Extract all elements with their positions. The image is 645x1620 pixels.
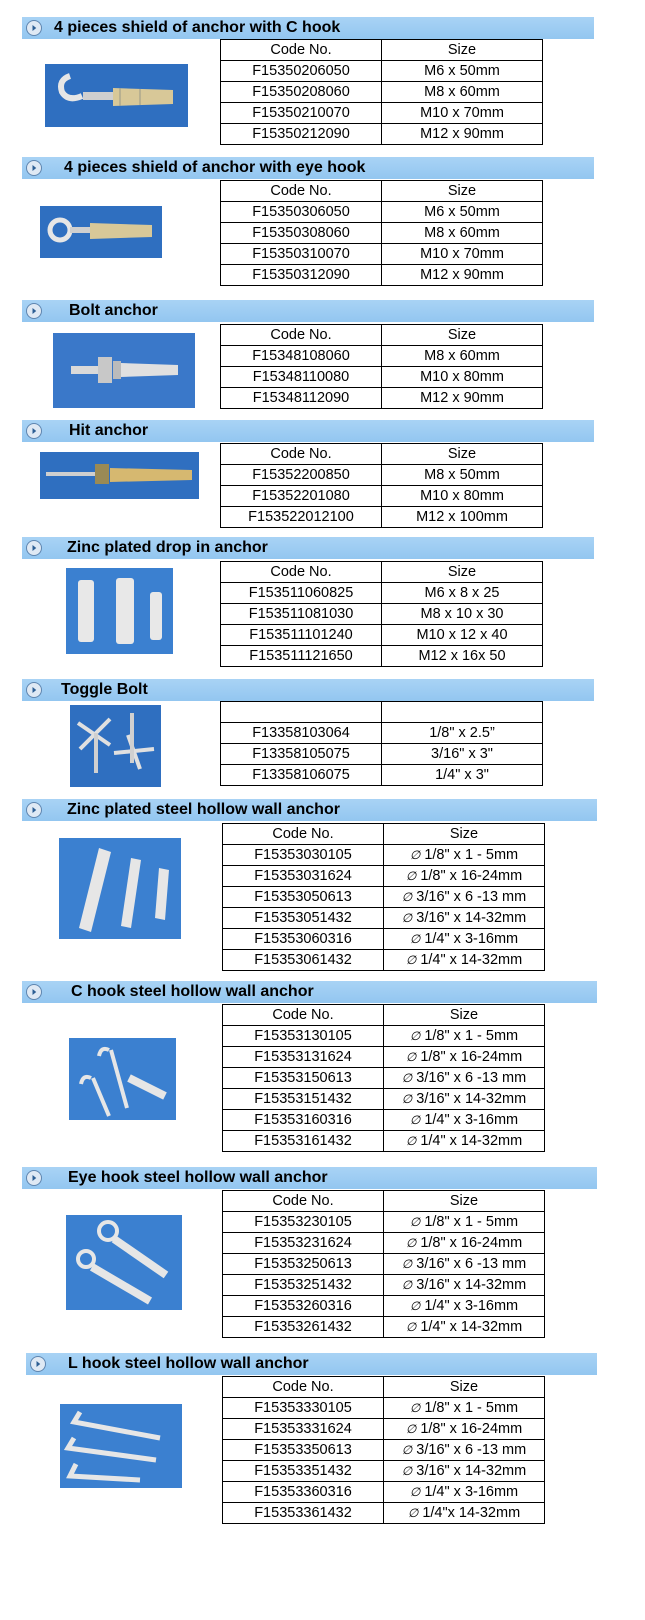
code-cell: F15353131624 (223, 1047, 384, 1068)
size-cell: M8 x 60mm (382, 223, 543, 244)
table-row (223, 1317, 545, 1338)
diameter-icon: ∅ (405, 1050, 417, 1064)
table-row (223, 1110, 545, 1131)
diameter-icon: ∅ (401, 890, 413, 904)
code-cell: F13358105075 (221, 744, 382, 765)
section-title: Bolt anchor (69, 302, 158, 319)
size-cell (384, 1398, 545, 1419)
size-cell: M8 x 10 x 30 (382, 604, 543, 625)
diameter-icon: ∅ (405, 1134, 417, 1148)
table-header-row (221, 181, 543, 202)
product-image (53, 333, 195, 408)
code-cell: F15350308060 (221, 223, 382, 244)
spec-table (220, 701, 543, 786)
table-row (223, 1233, 545, 1254)
diameter-icon: ∅ (405, 1320, 417, 1334)
size-value: 3/16" x 6 -13 mm (416, 1442, 527, 1458)
product-image (66, 568, 173, 654)
section-title: Zinc plated steel hollow wall anchor (67, 801, 340, 818)
code-cell: F15353150613 (223, 1068, 384, 1089)
product-image (70, 705, 161, 787)
table-row (223, 1089, 545, 1110)
code-cell: F15350212090 (221, 124, 382, 145)
code-cell: F15350208060 (221, 82, 382, 103)
code-cell: F15353231624 (223, 1233, 384, 1254)
section-header (22, 1167, 597, 1189)
size-cell (384, 1047, 545, 1068)
size-cell (384, 1212, 545, 1233)
diameter-icon: ∅ (401, 1443, 413, 1457)
table-row (223, 866, 545, 887)
size-header: Size (384, 1377, 545, 1398)
code-header: Code No. (223, 1005, 384, 1026)
spec-table (220, 561, 543, 667)
section-header (22, 17, 594, 39)
table-row (223, 845, 545, 866)
size-value: 1/4" x 14-32mm (420, 1133, 523, 1149)
table-row (223, 1047, 545, 1068)
code-cell: F15353051432 (223, 908, 384, 929)
size-header (382, 702, 543, 723)
table-row (223, 1440, 545, 1461)
product-image (66, 1215, 182, 1310)
code-cell: F15352201080 (221, 486, 382, 507)
code-cell: F15353031624 (223, 866, 384, 887)
size-cell (384, 1296, 545, 1317)
section-header (22, 799, 597, 821)
code-cell: F15350306050 (221, 202, 382, 223)
size-cell: 3/16" x 3" (382, 744, 543, 765)
diameter-icon: ∅ (409, 1029, 421, 1043)
code-cell: F153511081030 (221, 604, 382, 625)
table-row (221, 202, 543, 223)
section-title: Hit anchor (69, 422, 149, 439)
table-row (223, 1398, 545, 1419)
size-value: 1/8" x 16-24mm (420, 868, 523, 884)
size-cell (384, 1254, 545, 1275)
code-header: Code No. (221, 181, 382, 202)
arrow-bullet-icon (26, 682, 42, 698)
code-cell: F15353030105 (223, 845, 384, 866)
section-title: C hook steel hollow wall anchor (71, 983, 314, 1000)
diameter-icon: ∅ (409, 1485, 421, 1499)
size-cell: M10 x 70mm (382, 103, 543, 124)
section-header (22, 420, 594, 442)
size-cell (384, 1068, 545, 1089)
code-cell: F15353251432 (223, 1275, 384, 1296)
size-value: 1/4"x 14-32mm (422, 1505, 521, 1521)
code-cell: F153511060825 (221, 583, 382, 604)
product-image (60, 1404, 182, 1488)
spec-table (222, 1376, 545, 1524)
size-cell: M8 x 50mm (382, 465, 543, 486)
code-header: Code No. (221, 325, 382, 346)
size-value: 3/16" x 14-32mm (416, 1091, 527, 1107)
size-value: 3/16" x 14-32mm (416, 1277, 527, 1293)
size-cell: M6 x 8 x 25 (382, 583, 543, 604)
arrow-bullet-icon (26, 1170, 42, 1186)
size-value: 1/4" x 3-16mm (424, 931, 519, 947)
table-header-row (223, 1005, 545, 1026)
size-cell: 1/4" x 3" (382, 765, 543, 786)
table-row (223, 1254, 545, 1275)
size-cell: M6 x 50mm (382, 61, 543, 82)
code-cell: F15353261432 (223, 1317, 384, 1338)
table-row (221, 346, 543, 367)
product-image (69, 1038, 176, 1120)
code-cell: F15353130105 (223, 1026, 384, 1047)
code-cell: F15350210070 (221, 103, 382, 124)
size-cell: M12 x 90mm (382, 388, 543, 409)
size-cell: 1/8" x 2.5” (382, 723, 543, 744)
size-value: 1/8" x 16-24mm (420, 1421, 523, 1437)
code-cell: F15353250613 (223, 1254, 384, 1275)
size-header: Size (382, 40, 543, 61)
table-row (223, 1212, 545, 1233)
section-title: Toggle Bolt (61, 681, 148, 698)
size-cell (384, 1461, 545, 1482)
size-cell: M10 x 70mm (382, 244, 543, 265)
size-header: Size (384, 824, 545, 845)
code-cell: F15353060316 (223, 929, 384, 950)
code-cell: F15353161432 (223, 1131, 384, 1152)
diameter-icon: ∅ (405, 869, 417, 883)
code-cell: F13358103064 (221, 723, 382, 744)
table-row (221, 583, 543, 604)
diameter-icon: ∅ (405, 1422, 417, 1436)
code-cell: F153511101240 (221, 625, 382, 646)
size-cell (384, 1089, 545, 1110)
code-cell: F15353160316 (223, 1110, 384, 1131)
arrow-bullet-icon (26, 20, 42, 36)
size-cell (384, 866, 545, 887)
size-value: 1/8" x 1 - 5mm (424, 1028, 519, 1044)
size-header: Size (382, 325, 543, 346)
table-row (221, 507, 543, 528)
size-cell (384, 1503, 545, 1524)
table-header-row (221, 40, 543, 61)
diameter-icon: ∅ (401, 1464, 413, 1478)
size-header: Size (384, 1005, 545, 1026)
code-cell: F15353360316 (223, 1482, 384, 1503)
table-header-row (223, 1191, 545, 1212)
code-cell: F15348112090 (221, 388, 382, 409)
table-header-row (221, 562, 543, 583)
code-cell: F15348108060 (221, 346, 382, 367)
table-row (221, 486, 543, 507)
code-cell: F153522012100 (221, 507, 382, 528)
size-cell (384, 1419, 545, 1440)
size-cell (384, 1482, 545, 1503)
size-value: 1/4" x 3-16mm (424, 1298, 519, 1314)
size-cell (384, 1317, 545, 1338)
size-cell: M10 x 80mm (382, 486, 543, 507)
size-cell (384, 950, 545, 971)
code-cell: F15353260316 (223, 1296, 384, 1317)
section-title: L hook steel hollow wall anchor (68, 1355, 309, 1372)
size-cell: M8 x 60mm (382, 346, 543, 367)
table-row (223, 1503, 545, 1524)
size-value: 3/16" x 14-32mm (416, 910, 527, 926)
section-header (22, 157, 594, 179)
table-row (223, 1419, 545, 1440)
table-row (221, 465, 543, 486)
size-cell (384, 1275, 545, 1296)
table-row (221, 367, 543, 388)
diameter-icon: ∅ (409, 932, 421, 946)
section-header (26, 1353, 597, 1375)
table-header-row (221, 444, 543, 465)
table-row (221, 646, 543, 667)
product-image (45, 64, 188, 127)
table-row (223, 1068, 545, 1089)
table-header-row (223, 1377, 545, 1398)
spec-table (220, 324, 543, 409)
table-row (221, 223, 543, 244)
size-header: Size (382, 444, 543, 465)
size-cell: M10 x 12 x 40 (382, 625, 543, 646)
table-row (221, 388, 543, 409)
size-cell (384, 1026, 545, 1047)
table-header-row (223, 824, 545, 845)
diameter-icon: ∅ (401, 1257, 413, 1271)
table-header-row (221, 702, 543, 723)
section-header (22, 537, 594, 559)
section-header (22, 981, 597, 1003)
arrow-bullet-icon (26, 540, 42, 556)
table-row (223, 950, 545, 971)
code-cell: F15353351432 (223, 1461, 384, 1482)
product-image (40, 452, 199, 499)
table-row (223, 908, 545, 929)
arrow-bullet-icon (26, 160, 42, 176)
table-row (223, 1461, 545, 1482)
product-image (59, 838, 181, 939)
diameter-icon: ∅ (409, 1299, 421, 1313)
section-title: Eye hook steel hollow wall anchor (68, 1169, 328, 1186)
table-row (221, 61, 543, 82)
size-cell (384, 929, 545, 950)
code-cell: F15353350613 (223, 1440, 384, 1461)
size-cell (384, 1233, 545, 1254)
spec-table (222, 823, 545, 971)
size-header: Size (382, 181, 543, 202)
table-row (223, 929, 545, 950)
table-row (221, 604, 543, 625)
code-header: Code No. (223, 824, 384, 845)
section-header (22, 300, 594, 322)
size-cell: M8 x 60mm (382, 82, 543, 103)
code-cell: F15350312090 (221, 265, 382, 286)
size-cell: M6 x 50mm (382, 202, 543, 223)
code-cell: F15348110080 (221, 367, 382, 388)
code-header: Code No. (221, 40, 382, 61)
spec-table (220, 39, 543, 145)
size-cell (384, 908, 545, 929)
size-value: 1/4" x 3-16mm (424, 1484, 519, 1500)
table-row (221, 765, 543, 786)
size-cell (384, 887, 545, 908)
size-value: 3/16" x 6 -13 mm (416, 1256, 527, 1272)
size-cell: M12 x 16x 50 (382, 646, 543, 667)
size-cell: M12 x 90mm (382, 265, 543, 286)
size-cell: M10 x 80mm (382, 367, 543, 388)
size-value: 1/4" x 14-32mm (420, 952, 523, 968)
product-image (40, 206, 162, 258)
code-cell: F15353050613 (223, 887, 384, 908)
spec-table (222, 1004, 545, 1152)
diameter-icon: ∅ (405, 953, 417, 967)
table-row (223, 1131, 545, 1152)
diameter-icon: ∅ (409, 1401, 421, 1415)
section-header (22, 679, 594, 701)
size-cell (384, 1110, 545, 1131)
size-cell: M12 x 90mm (382, 124, 543, 145)
code-cell: F15353331624 (223, 1419, 384, 1440)
code-cell: F15352200850 (221, 465, 382, 486)
diameter-icon: ∅ (409, 1113, 421, 1127)
table-header-row (221, 325, 543, 346)
code-cell: F15353061432 (223, 950, 384, 971)
code-cell: F15353330105 (223, 1398, 384, 1419)
arrow-bullet-icon (26, 423, 42, 439)
code-cell: F15353151432 (223, 1089, 384, 1110)
table-row (223, 1296, 545, 1317)
diameter-icon: ∅ (401, 1092, 413, 1106)
diameter-icon: ∅ (409, 1215, 421, 1229)
arrow-bullet-icon (26, 984, 42, 1000)
diameter-icon: ∅ (401, 911, 413, 925)
section-title: Zinc plated drop in anchor (67, 539, 268, 556)
code-header: Code No. (223, 1377, 384, 1398)
size-value: 3/16" x 14-32mm (416, 1463, 527, 1479)
diameter-icon: ∅ (407, 1506, 419, 1520)
size-value: 1/8" x 16-24mm (420, 1049, 523, 1065)
section-title: 4 pieces shield of anchor with eye hook (64, 159, 366, 176)
size-value: 3/16" x 6 -13 mm (416, 1070, 527, 1086)
table-row (221, 625, 543, 646)
code-header: Code No. (223, 1191, 384, 1212)
arrow-bullet-icon (26, 303, 42, 319)
spec-table (220, 443, 543, 528)
table-row (221, 124, 543, 145)
code-header: Code No. (221, 562, 382, 583)
code-header: Code No. (221, 444, 382, 465)
table-row (221, 265, 543, 286)
spec-table (220, 180, 543, 286)
size-value: 3/16" x 6 -13 mm (416, 889, 527, 905)
table-row (221, 744, 543, 765)
table-row (223, 887, 545, 908)
table-row (221, 244, 543, 265)
diameter-icon: ∅ (401, 1278, 413, 1292)
code-cell: F15350206050 (221, 61, 382, 82)
table-row (221, 82, 543, 103)
table-row (223, 1026, 545, 1047)
size-header: Size (382, 562, 543, 583)
size-cell (384, 1131, 545, 1152)
size-value: 1/4" x 14-32mm (420, 1319, 523, 1335)
diameter-icon: ∅ (405, 1236, 417, 1250)
table-row (221, 723, 543, 744)
size-value: 1/4" x 3-16mm (424, 1112, 519, 1128)
code-cell: F15350310070 (221, 244, 382, 265)
code-cell: F15353361432 (223, 1503, 384, 1524)
code-cell: F15353230105 (223, 1212, 384, 1233)
table-row (223, 1275, 545, 1296)
arrow-bullet-icon (26, 802, 42, 818)
arrow-bullet-icon (30, 1356, 46, 1372)
size-cell (384, 1440, 545, 1461)
size-header: Size (384, 1191, 545, 1212)
code-cell: F13358106075 (221, 765, 382, 786)
code-header (221, 702, 382, 723)
section-title: 4 pieces shield of anchor with C hook (54, 19, 341, 36)
table-row (223, 1482, 545, 1503)
code-cell: F153511121650 (221, 646, 382, 667)
size-value: 1/8" x 1 - 5mm (424, 847, 519, 863)
size-cell (384, 845, 545, 866)
diameter-icon: ∅ (409, 848, 421, 862)
size-value: 1/8" x 16-24mm (420, 1235, 523, 1251)
size-value: 1/8" x 1 - 5mm (424, 1214, 519, 1230)
size-value: 1/8" x 1 - 5mm (424, 1400, 519, 1416)
table-row (221, 103, 543, 124)
spec-table (222, 1190, 545, 1338)
size-cell: M12 x 100mm (382, 507, 543, 528)
diameter-icon: ∅ (401, 1071, 413, 1085)
